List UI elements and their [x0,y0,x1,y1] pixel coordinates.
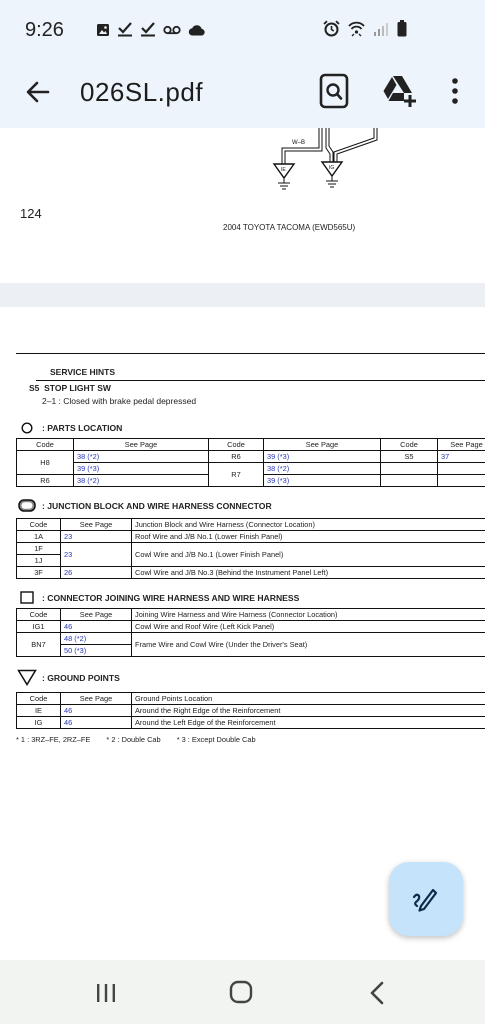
col-header: Junction Block and Wire Harness (Connector Location) [132,519,485,531]
parts-location-heading [16,422,485,434]
pdf-page-previous [0,128,485,283]
cell-code: S5 [381,451,438,463]
service-hints-item [29,383,485,393]
page-gap [0,283,485,307]
table-row [17,633,485,645]
col-header: Code [17,693,61,705]
connector-joining-heading [16,591,485,604]
col-header: Code [17,519,61,531]
footnote-2: * 2 : Double Cab [106,735,161,744]
footnote-1: * 1 : 3RZ–FE, 2RZ–FE [16,735,91,744]
col-header: Joining Wire Harness and Wire Harness (Connector Location) [132,609,485,621]
connector-joining-title: : CONNECTOR JOINING WIRE HARNESS AND WIRE HARNESS [42,592,300,603]
cell-code: IG [17,717,61,729]
cell-page-link[interactable]: 37 [438,451,485,463]
page-footer: 2004 TOYOTA TACOMA (EWD565U) [223,223,356,232]
cell-page-link[interactable]: 23 [61,543,132,567]
cell-page-link[interactable]: 39 (*3) [264,475,381,487]
system-icons [323,20,407,37]
hint-item-code: S5 [29,383,40,393]
parts-location-title: : PARTS LOCATION [42,423,123,433]
cell-page-link[interactable]: 23 [61,531,132,543]
cell-description: Frame Wire and Cowl Wire (Under the Driver's Seat) [132,633,485,657]
cell-code: 1F [17,543,61,555]
cell-page-link[interactable]: 46 [61,705,132,717]
service-hints-rule [36,380,485,381]
table-row [17,543,485,555]
search-document-icon[interactable] [318,73,352,109]
col-header: See Page [61,519,132,531]
ground-points-heading [16,669,485,686]
col-header: Code [17,439,74,451]
table-row [17,531,485,543]
connector-joining-table [16,608,485,657]
battery-icon [397,20,407,37]
cell-description: Roof Wire and J/B No.1 (Lower Finish Panel) [132,531,485,543]
cell-page-link[interactable]: 26 [61,567,132,579]
check-icon [140,22,156,37]
ground-points-title: : GROUND POINTS [42,672,120,683]
table-row [17,717,485,729]
cell-page-link[interactable]: 39 (*3) [264,451,381,463]
signal-icon [373,22,389,36]
page-number: 124 [20,206,42,221]
cell-code: IE [17,705,61,717]
hint-item-name: STOP LIGHT SW [44,383,111,393]
cell-page-link[interactable]: 46 [61,717,132,729]
col-header: Ground Points Location [132,693,485,705]
table-header-row [17,693,485,705]
col-header: See Page [438,439,485,451]
cell-page-link[interactable]: 38 (*2) [74,475,209,487]
table-row [17,451,485,463]
cell-code: 3F [17,567,61,579]
col-header: Code [17,609,61,621]
edit-pen-icon [411,884,441,914]
service-hints-title: SERVICE HINTS [50,367,116,377]
table-row [17,463,485,475]
rounded-rect-symbol-icon [18,499,36,512]
system-nav-bar [0,960,485,1024]
wiring-diagram-fragment [0,128,485,198]
parts-location-table [16,438,485,487]
triangle-symbol-icon [17,669,37,686]
notification-icons [96,22,206,37]
cell-description: Cowl Wire and Roof Wire (Left Kick Panel) [132,621,485,633]
col-header: See Page [264,439,381,451]
square-symbol-icon [20,591,34,604]
check-icon [117,22,133,37]
junction-block-table [16,518,485,579]
pdf-page-current [0,307,485,957]
cell-code: R6 [17,475,74,487]
cell-code: R6 [209,451,264,463]
cell-code: BN7 [17,633,61,657]
cell-page-link[interactable]: 50 (*3) [61,645,132,657]
wifi-icon [348,20,365,37]
ground-points-table [16,692,485,729]
table-header-row [17,519,485,531]
col-header: See Page [61,609,132,621]
cell-page-link[interactable]: 46 [61,621,132,633]
cell-description: Cowl Wire and J/B No.1 (Lower Finish Panel) [132,543,485,567]
table-header-row [17,439,485,451]
document-title: 026SL.pdf [80,77,204,107]
table-row [17,567,485,579]
table-header-row [17,609,485,621]
wire-label: W–B [292,140,306,146]
cell-description: Around the Right Edge of the Reinforcement [132,705,485,717]
svg-text:IE: IE [281,167,286,173]
cell-page-link[interactable]: 38 (*2) [74,451,209,463]
circle-symbol-icon [21,422,33,434]
alarm-icon [323,20,340,37]
back-arrow-icon[interactable] [22,76,54,108]
hint-item-detail: 2–1 : Closed with brake pedal depressed [42,396,197,406]
more-vert-icon[interactable] [445,74,465,108]
col-header: See Page [61,693,132,705]
junction-block-heading [16,499,485,512]
col-header: See Page [74,439,209,451]
top-rule [16,353,485,354]
cell-page-link[interactable]: 39 (*3) [74,463,209,475]
status-time: 9:26 [25,19,64,41]
cell-code: 1A [17,531,61,543]
recents-icon[interactable] [95,982,117,1004]
add-to-drive-icon[interactable] [382,74,418,108]
annotate-fab-button[interactable] [389,862,463,936]
cell-description: Around the Left Edge of the Reinforcement [132,717,485,729]
svg-text:IG: IG [329,165,335,171]
cell-code: R7 [209,463,264,487]
home-icon[interactable] [229,980,253,1004]
cell-description: Cowl Wire and J/B No.3 (Behind the Instrument Panel Left) [132,567,485,579]
footnote-3: * 3 : Except Double Cab [176,735,256,744]
back-icon[interactable] [368,981,386,1005]
footnotes [16,735,485,744]
table-row [17,621,485,633]
junction-block-title: : JUNCTION BLOCK AND WIRE HARNESS CONNECTOR [42,500,272,511]
cell-code: 1J [17,555,61,567]
cell-page-link[interactable]: 48 (*2) [61,633,132,645]
col-header: Code [209,439,264,451]
col-header: Code [381,439,438,451]
cell-code: IG1 [17,621,61,633]
table-row [17,705,485,717]
gallery-icon [96,23,110,37]
status-bar [0,0,485,62]
document-content [16,353,485,744]
cloud-icon [188,24,206,36]
app-bar [0,62,485,128]
voicemail-icon [163,25,181,35]
cell-page-link[interactable]: 38 (*2) [264,463,381,475]
cell-code: H8 [17,451,74,475]
